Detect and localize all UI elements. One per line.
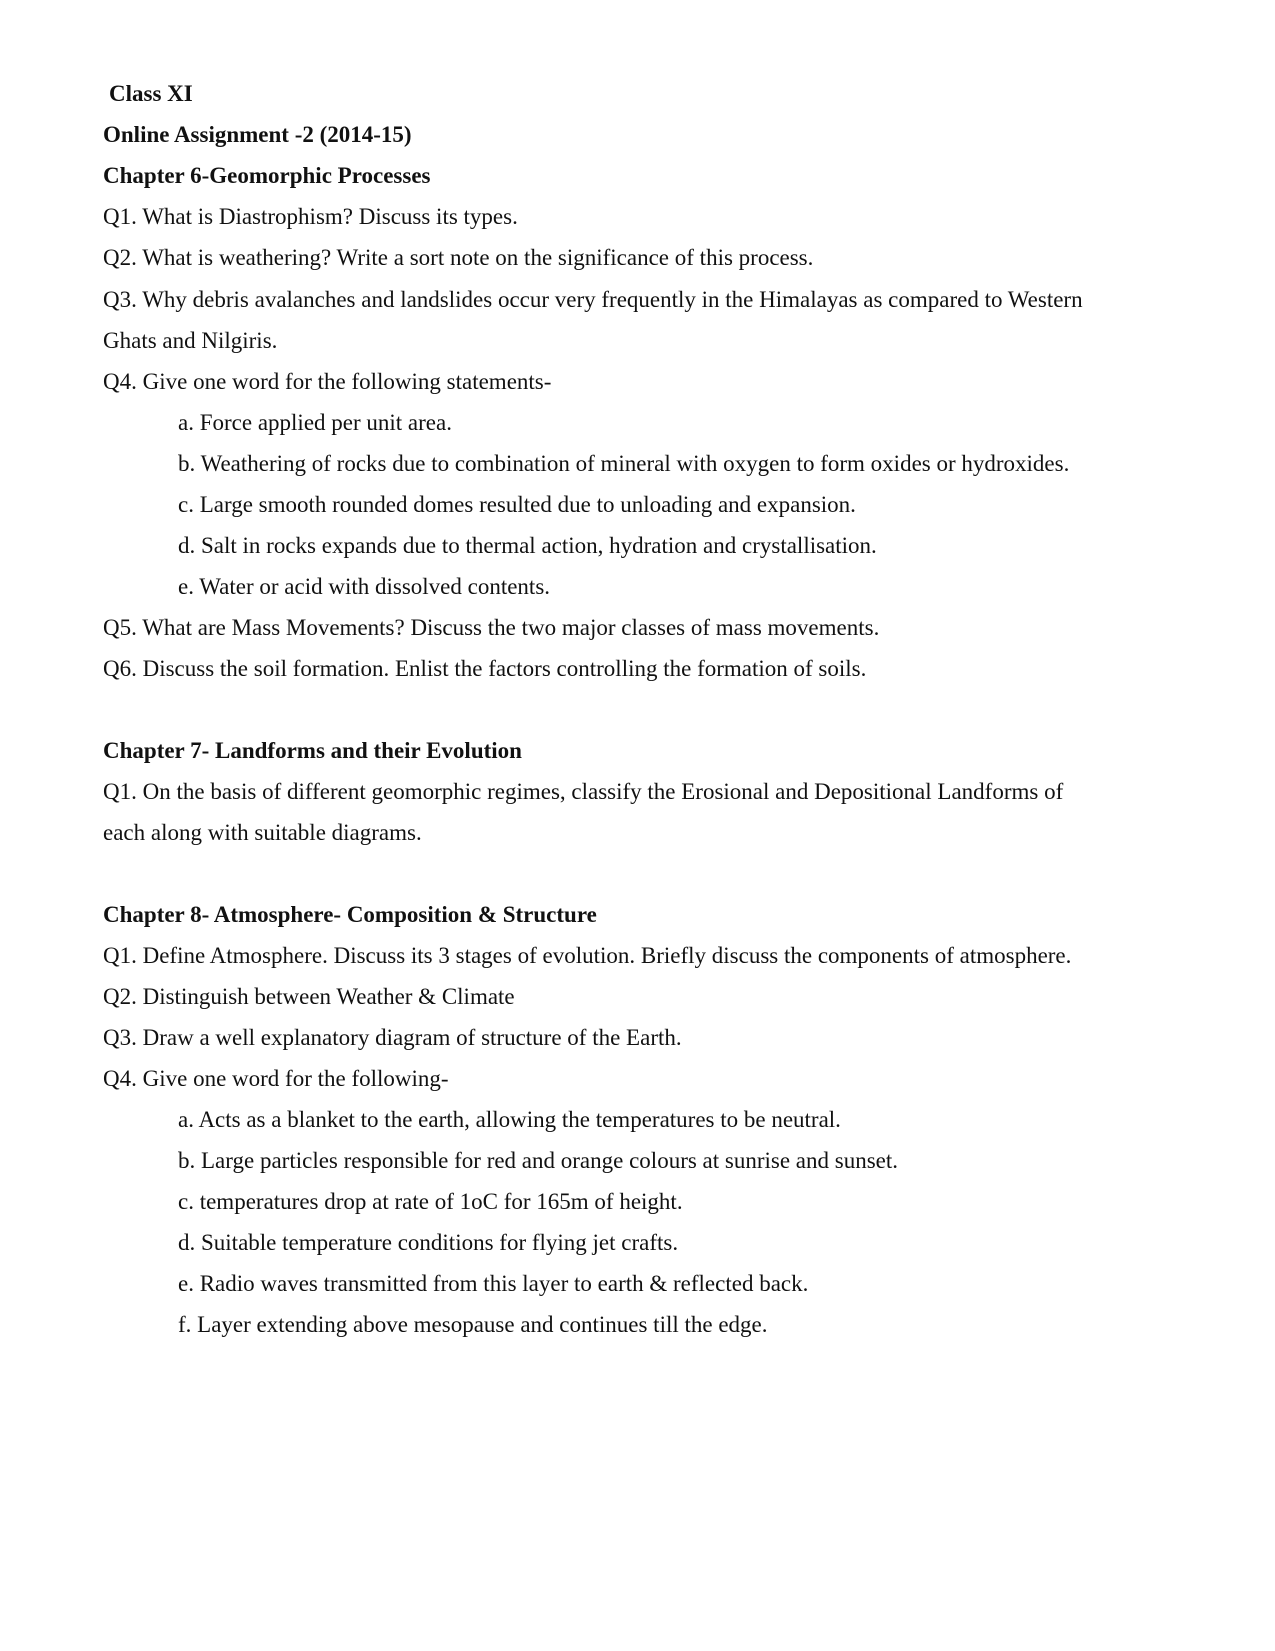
- question-line: Q4. Give one word for the following statements-: [103, 369, 552, 394]
- sub-item: b. Large particles responsible for red and orange colours at sunrise and sunset.: [178, 1148, 899, 1173]
- sub-item: d. Suitable temperature conditions for flying jet crafts.: [178, 1230, 679, 1255]
- sub-item: e. Water or acid with dissolved contents.: [178, 574, 551, 599]
- sub-item: d. Salt in rocks expands due to thermal action, hydration and crystallisation.: [178, 533, 877, 558]
- sub-item: b. Weathering of rocks due to combination of mineral with oxygen to form oxides or hydroxides.: [178, 451, 1070, 476]
- question-line: Q2. What is weathering? Write a sort note on the significance of this process.: [103, 245, 814, 270]
- sub-item: c. temperatures drop at rate of 1oC for 165m of height.: [178, 1189, 683, 1214]
- question-line: Q1. Define Atmosphere. Discuss its 3 stages of evolution. Briefly discuss the components of atmosphere.: [103, 943, 1072, 968]
- question-line: Q3. Why debris avalanches and landslides occur very frequently in the Himalayas as compared to Western: [103, 287, 1083, 312]
- question-line: Q6. Discuss the soil formation. Enlist the factors controlling the formation of soils.: [103, 656, 867, 681]
- sub-item: e. Radio waves transmitted from this layer to earth & reflected back.: [178, 1271, 809, 1296]
- question-line: each along with suitable diagrams.: [103, 820, 422, 845]
- question-line: Q4. Give one word for the following-: [103, 1066, 449, 1091]
- sub-item: f. Layer extending above mesopause and continues till the edge.: [178, 1312, 768, 1337]
- sub-item: a. Acts as a blanket to the earth, allowing the temperatures to be neutral.: [178, 1107, 841, 1132]
- chapter-8-title: Chapter 8- Atmosphere- Composition & Structure: [103, 902, 597, 927]
- class-heading: Class XI: [109, 81, 193, 106]
- question-line: Q3. Draw a well explanatory diagram of structure of the Earth.: [103, 1025, 682, 1050]
- question-line: Q5. What are Mass Movements? Discuss the two major classes of mass movements.: [103, 615, 880, 640]
- question-line: Q2. Distinguish between Weather & Climate: [103, 984, 515, 1009]
- chapter-7-title: Chapter 7- Landforms and their Evolution: [103, 738, 522, 763]
- question-line: Q1. On the basis of different geomorphic regimes, classify the Erosional and Depositional Landforms of: [103, 779, 1064, 804]
- assignment-heading: Online Assignment -2 (2014-15): [103, 122, 412, 147]
- chapter-6-title: Chapter 6-Geomorphic Processes: [103, 163, 431, 188]
- question-line: Ghats and Nilgiris.: [103, 328, 278, 353]
- sub-item: a. Force applied per unit area.: [178, 410, 452, 435]
- sub-item: c. Large smooth rounded domes resulted due to unloading and expansion.: [178, 492, 856, 517]
- question-line: Q1. What is Diastrophism? Discuss its types.: [103, 204, 518, 229]
